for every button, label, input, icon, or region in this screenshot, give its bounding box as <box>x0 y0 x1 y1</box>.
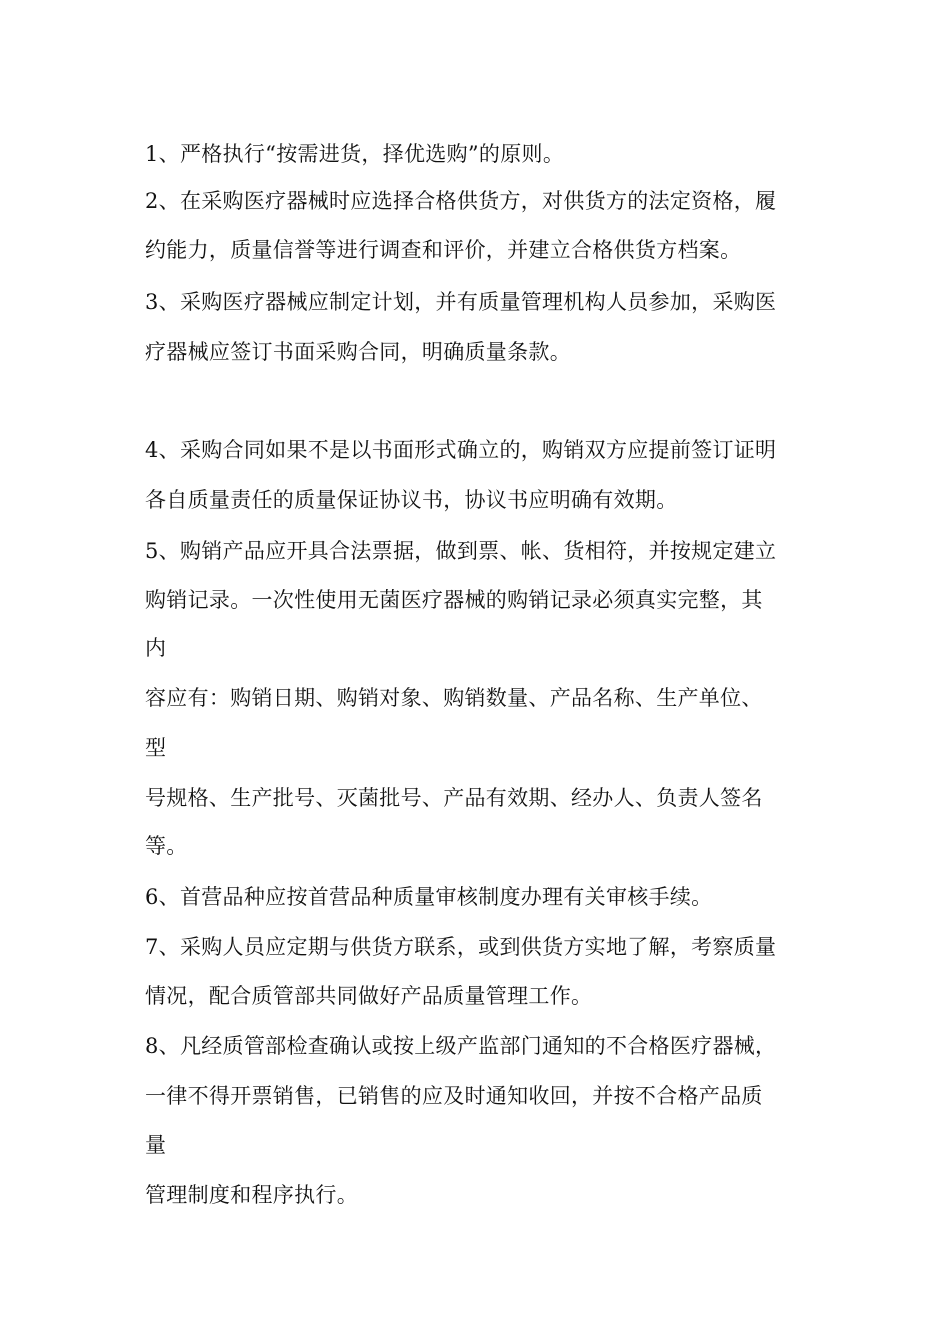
text-line: 型 <box>145 736 167 760</box>
text-line: 3、采购医疗器械应制定计划，并有质量管理机构人员参加，采购医 <box>145 290 777 314</box>
text-line: 情况，配合质管部共同做好产品质量管理工作。 <box>145 984 593 1008</box>
text-line: 6、首营品种应按首营品种质量审核制度办理有关审核手续。 <box>145 885 713 909</box>
text-line: 4、采购合同如果不是以书面形式确立的，购销双方应提前签订证明 <box>145 438 777 462</box>
text-line: 5、购销产品应开具合法票据，做到票、帐、货相符，并按规定建立 <box>145 539 777 563</box>
text-line: 1、严格执行“按需进货，择优选购”的原则。 <box>145 142 565 166</box>
text-line: 疗器械应签订书面采购合同，明确质量条款。 <box>145 340 571 364</box>
text-line: 约能力，质量信誉等进行调查和评价，并建立合格供货方档案。 <box>145 238 742 262</box>
text-line: 一律不得开票销售，已销售的应及时通知收回，并按不合格产品质 <box>145 1084 763 1108</box>
text-line: 量 <box>145 1133 167 1157</box>
text-line: 8、凡经质管部检查确认或按上级产监部门通知的不合格医疗器械， <box>145 1034 777 1058</box>
text-line: 管理制度和程序执行。 <box>145 1183 358 1207</box>
text-line: 各自质量责任的质量保证协议书，协议书应明确有效期。 <box>145 488 678 512</box>
text-line: 2、在采购医疗器械时应选择合格供货方，对供货方的法定资格，履 <box>145 189 777 213</box>
text-line: 7、采购人员应定期与供货方联系，或到供货方实地了解，考察质量 <box>145 935 777 959</box>
text-line: 购销记录。一次性使用无菌医疗器械的购销记录必须真实完整，其 <box>145 588 763 612</box>
text-line: 内 <box>145 636 167 660</box>
text-line: 号规格、生产批号、灭菌批号、产品有效期、经办人、负责人签名 <box>145 786 763 810</box>
text-line: 等。 <box>145 834 188 858</box>
text-line: 容应有：购销日期、购销对象、购销数量、产品名称、生产单位、 <box>145 686 763 710</box>
